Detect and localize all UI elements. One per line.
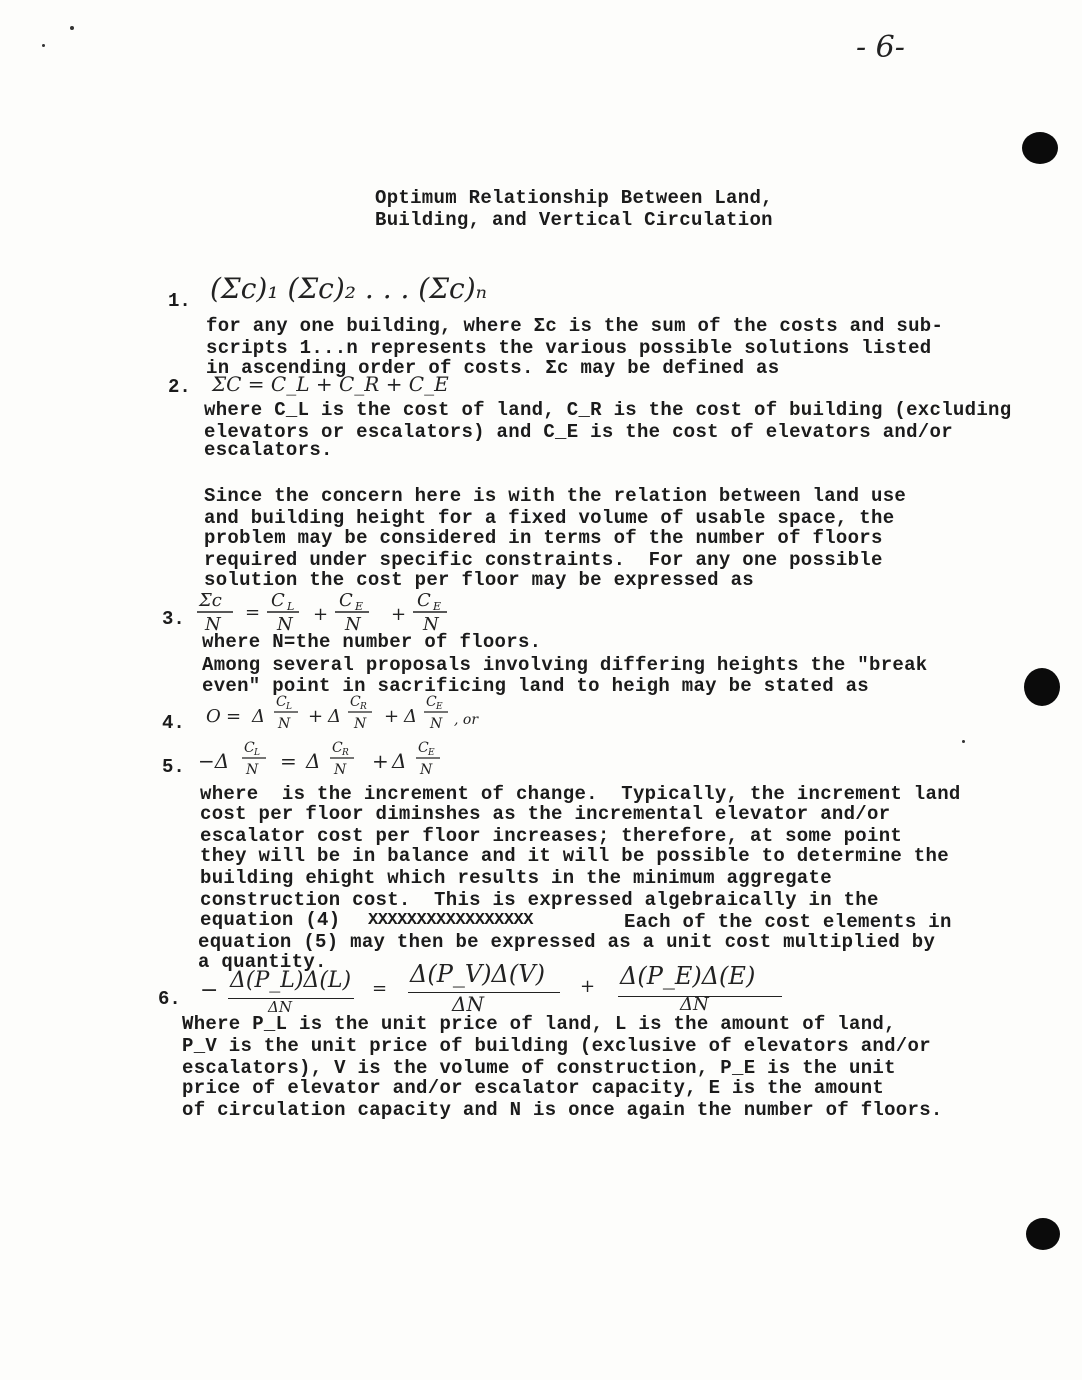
para3-line-5: solution the cost per floor may be expressed as [204,569,754,591]
para5-line-6: construction cost. This is expressed algebraically in the [200,889,879,911]
svg-text:+: + [308,706,324,727]
svg-text:+: + [391,604,407,625]
svg-text:+: + [384,706,400,727]
para3-line-1: Since the concern here is with the relation between land use [204,485,907,507]
para5-line-2: cost per floor diminshes as the incremental elevator and/or [200,803,891,825]
svg-text:=: = [280,749,297,773]
punch-hole-top [1022,132,1058,164]
svg-text:C: C [350,694,361,710]
eq6-minus: − [200,978,219,1003]
svg-text:E: E [433,600,442,613]
svg-text:C: C [276,694,287,710]
svg-text:N: N [345,614,361,635]
para6-line-1: Where P_L is the unit price of land, L is the amount of land, [182,1013,896,1035]
para2-line-3: escalators. [204,439,333,461]
para6-line-5: of circulation capacity and N is once again the number of floors. [182,1099,943,1121]
para5-line-5: building ehight which results in the minimum aggregate [200,867,832,889]
svg-text:+: + [372,749,389,773]
svg-text:L: L [287,600,295,613]
svg-text:=: = [226,706,242,727]
svg-text:C: C [417,590,431,611]
para6-line-2: P_V is the unit price of building (exclusive of elevators and/or [182,1035,931,1057]
svg-text:N: N [278,716,291,732]
para3-line-4: required under specific constraints. For any one possible [204,549,883,571]
svg-text:N: N [420,762,433,778]
equation-3 [195,590,465,636]
eq6-left-denominator: ΔN [268,998,292,1016]
equation-1: (Σc)₁ (Σc)₂ . . . (Σc)ₙ [210,272,487,305]
title-line-1: Optimum Relationship Between Land, [375,187,773,209]
svg-text:N: N [277,614,293,635]
equation-2: ΣC = C_L + C_R + C_E [212,372,449,396]
svg-text:C: C [244,740,255,756]
item-number-5: 5. [162,756,185,778]
para3-line-3: problem may be considered in terms of the number of floors [204,527,883,549]
para4-line-3: even" point in sacrificing land to heigh may be stated as [202,675,870,697]
svg-text:O: O [206,706,221,727]
punch-hole-bottom [1026,1218,1060,1250]
para5-line-8: equation (5) may then be expressed as a unit cost multiplied by [198,931,936,953]
item-number-6: 6. [158,988,181,1010]
page-number: - 6- [856,30,905,65]
svg-text:−Δ: −Δ [198,749,230,773]
svg-text:C: C [271,590,285,611]
eq6-left-numerator: Δ(P_L)Δ(L) [230,968,352,993]
svg-text:E: E [355,600,364,613]
eq6-mid-bar [408,992,560,993]
para5-line-1: where is the increment of change. Typically, the increment land [200,783,961,805]
svg-text:R: R [360,702,367,712]
svg-text:Δ: Δ [392,749,407,773]
svg-text:, or: , or [454,712,479,728]
svg-text:C: C [426,694,437,710]
para5-line-4: they will be in balance and it will be possible to determine the [200,845,949,867]
para4-line-2: Among several proposals involving differing heights the "break [202,654,928,676]
punch-hole-middle [1024,668,1060,706]
para5-line-7: equation (4) [200,909,341,931]
eq6-plus: + [580,976,596,997]
svg-text:E: E [428,748,435,758]
item-number-4: 4. [162,712,185,734]
eq3-term-1-num: Σc [199,590,222,611]
svg-text:C: C [418,740,429,756]
svg-text:Δ: Δ [404,706,417,727]
eq3-term-1-den: N [205,614,221,635]
para2-line-1: where C_L is the cost of land, C_R is the cost of building (excluding [204,399,1012,421]
para6-line-4: price of elevator and/or escalator capacity, E is the amount [182,1077,885,1099]
svg-text:Δ: Δ [306,749,321,773]
para4-line-1: where N=the number of floors. [202,631,542,653]
speck [70,26,74,30]
equation-5 [196,736,496,782]
svg-text:Δ: Δ [328,706,341,727]
title-line-2: Building, and Vertical Circulation [375,209,773,231]
svg-text:Δ: Δ [252,706,265,727]
svg-text:N: N [423,614,439,635]
eq6-mid-denominator: ΔN [452,992,484,1016]
svg-text:L: L [286,702,292,712]
para5-line-7b: Each of the cost elements in [624,911,952,933]
eq6-right-denominator: ΔN [680,994,709,1015]
para2-line-2: elevators or escalators) and C_E is the cost of elevators and/or [204,421,953,443]
svg-text:N: N [430,716,443,732]
struck-out-text: XXXXXXXXXXXXXXXXX [368,911,533,930]
para3-line-2: and building height for a fixed volume of usable space, the [204,507,895,529]
item-number-3: 3. [162,608,185,630]
eq6-right-numerator: Δ(P_E)Δ(E) [620,962,756,990]
svg-text:N: N [334,762,347,778]
eq6-mid-numerator: Δ(P_V)Δ(V) [410,960,545,988]
svg-text:C: C [339,590,353,611]
speck [42,44,45,47]
item-number-1: 1. [168,290,191,312]
equation-4 [200,692,560,736]
svg-text:C: C [332,740,343,756]
svg-text:N: N [354,716,367,732]
speck [962,740,965,743]
svg-text:R: R [342,748,349,758]
para5-line-9: a quantity. [198,951,327,973]
para1-line-3: in ascending order of costs. Σc may be defined as [206,357,780,379]
eq6-equals: = [372,978,388,999]
svg-text:E: E [436,702,443,712]
svg-text:L: L [254,748,260,758]
item-number-2: 2. [168,376,191,398]
svg-text:N: N [246,762,259,778]
svg-text:+: + [313,604,329,625]
para1-line-1: for any one building, where Σc is the sum of the costs and sub- [206,315,944,337]
para1-line-2: scripts 1...n represents the various possible solutions listed [206,337,932,359]
para5-line-3: escalator cost per floor increases; therefore, at some point [200,825,903,847]
para6-line-3: escalators), V is the volume of construction, P_E is the unit [182,1057,896,1079]
svg-text:=: = [245,602,261,623]
